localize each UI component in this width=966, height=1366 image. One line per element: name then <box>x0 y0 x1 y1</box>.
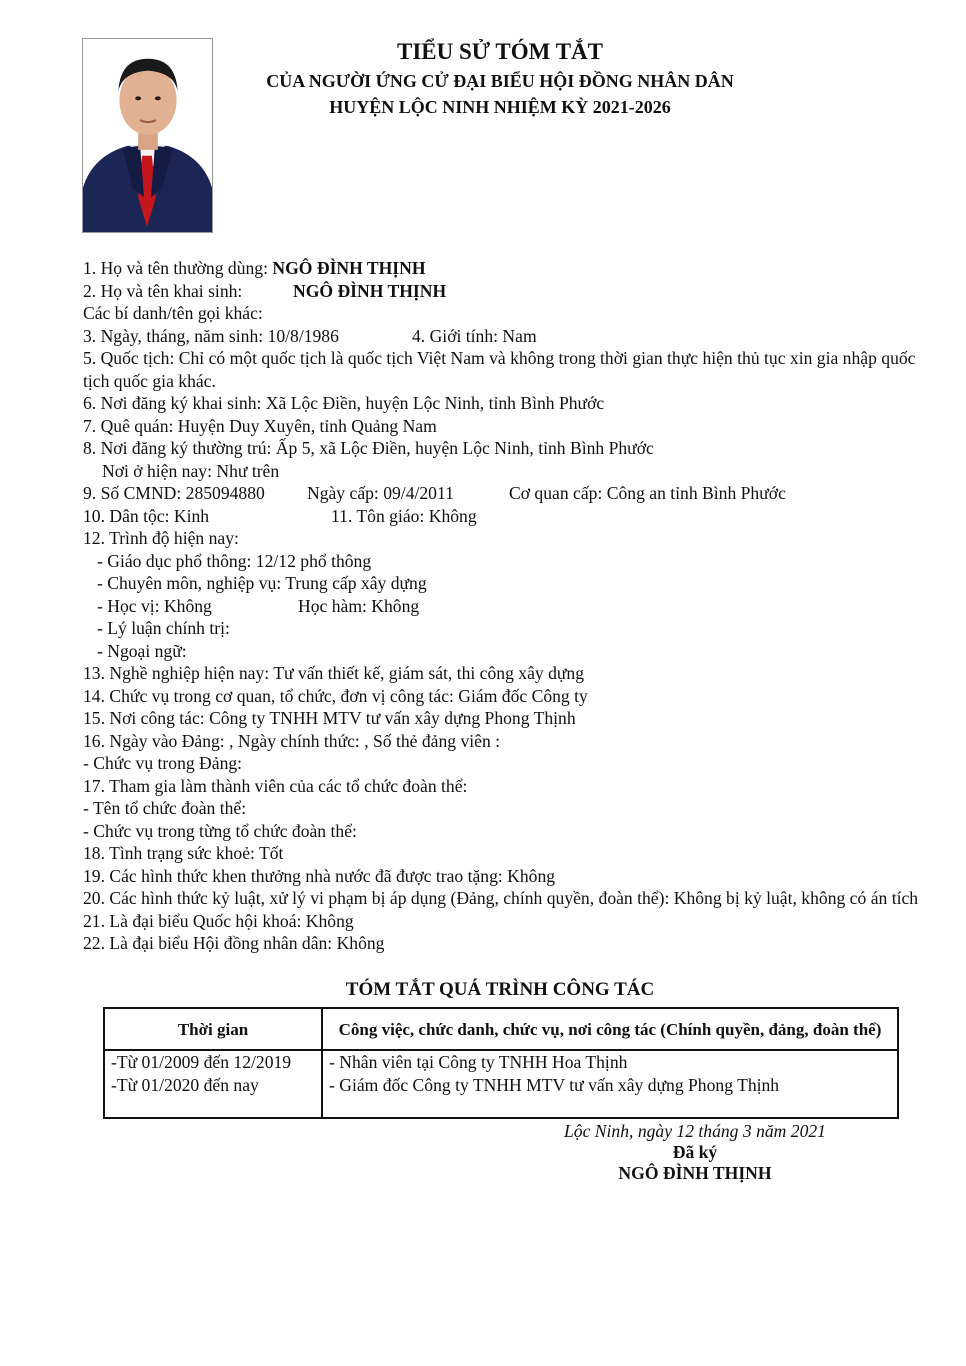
bio-line-8b: Nơi ở hiện nay: Như trên <box>102 460 280 481</box>
gender: 4. Giới tính: Nam <box>412 325 537 346</box>
ethnicity: 10. Dân tộc: Kinh <box>83 505 210 526</box>
bio-line-12d: - Lý luận chính trị: <box>97 618 230 638</box>
bio-line-1 <box>83 257 921 280</box>
bio-line-21: 21. Là đại biểu Quốc hội khoá: Không <box>83 910 354 931</box>
id-issuer: Cơ quan cấp: Công an tỉnh Bình Phước <box>509 483 786 503</box>
career-time: -Từ 01/2009 đến 12/2019 <box>111 1052 292 1072</box>
bio-line-8: 8. Nơi đăng ký thường trú: Ấp 5, xã Lộc Điền, huyện Lộc Ninh, tỉnh Bình Phước <box>83 438 654 458</box>
career-time: -Từ 01/2020 đến nay <box>111 1075 259 1095</box>
birth-name-value: NGÔ ĐÌNH THỊNH <box>293 280 447 301</box>
bio-line-12c <box>83 595 921 618</box>
table-row <box>104 1050 898 1118</box>
bio-line-10 <box>83 505 921 528</box>
bio-line-12: 12. Trình độ hiện nay: <box>83 528 239 548</box>
bio-line-6: 6. Nơi đăng ký khai sinh: Xã Lộc Điền, huyện Lộc Ninh, tỉnh Bình Phước <box>83 393 605 413</box>
career-job-cell <box>322 1050 898 1118</box>
bio-line-alias: Các bí danh/tên gọi khác: <box>83 303 263 323</box>
bio-line-16b: - Chức vụ trong Đảng: <box>83 753 243 773</box>
religion: 11. Tôn giáo: Không <box>331 505 477 526</box>
career-job: - Nhân viên tại Công ty TNHH Hoa Thịnh <box>329 1052 628 1072</box>
signer-name: NGÔ ĐÌNH THỊNH <box>618 1163 772 1183</box>
field-label: 2. Họ và tên khai sinh: <box>83 280 243 301</box>
career-time-cell <box>104 1050 322 1118</box>
portrait-image <box>83 39 212 232</box>
candidate-photo <box>82 38 213 233</box>
column-header-job: Công việc, chức danh, chức vụ, nơi công tác (Chính quyền, đảng, đoàn thể) <box>322 1008 898 1050</box>
bio-line-5: 5. Quốc tịch: Chỉ có một quốc tịch là quốc tịch Việt Nam và không trong thời gian thực hiện thủ tục xin gia nhập quốc tịch quốc gia khác. <box>83 348 916 391</box>
bio-line-17b: - Chức vụ trong từng tổ chức đoàn thể: <box>83 820 357 841</box>
document-title: TIỂU SỬ TÓM TẮT <box>397 39 603 64</box>
bio-line-16: 16. Ngày vào Đảng: , Ngày chính thức: , Số thẻ đảng viên : <box>83 730 501 751</box>
bio-line-12e: - Ngoại ngữ: <box>97 640 187 661</box>
bio-line-7: 7. Quê quán: Huyện Duy Xuyên, tỉnh Quảng Nam <box>83 415 437 436</box>
bio-line-17: 17. Tham gia làm thành viên của các tổ chức đoàn thể: <box>83 775 468 796</box>
degree: - Học vị: Không <box>97 595 212 616</box>
bio-line-9 <box>83 482 921 505</box>
field-label: 1. Họ và tên thường dùng: <box>83 258 273 278</box>
signature-status: Đã ký <box>672 1142 718 1162</box>
common-name-value: NGÔ ĐÌNH THỊNH <box>272 258 426 278</box>
bio-line-22: 22. Là đại biểu Hội đồng nhân dân: Không <box>83 933 385 953</box>
id-number: 9. Số CMND: 285094880 <box>83 483 265 503</box>
bio-line-18: 18. Tình trạng sức khoẻ: Tốt <box>83 843 284 863</box>
career-table <box>103 1007 899 1119</box>
birth-date: 3. Ngày, tháng, năm sinh: 10/8/1986 <box>83 325 339 346</box>
table-header-row <box>104 1008 898 1050</box>
id-issue-date: Ngày cấp: 09/4/2011 <box>307 483 454 503</box>
column-header-time: Thời gian <box>104 1008 322 1050</box>
career-section-title: TÓM TẮT QUÁ TRÌNH CÔNG TÁC <box>345 979 655 1000</box>
career-job: - Giám đốc Công ty TNHH MTV tư vấn xây dựng Phong Thịnh <box>329 1075 780 1095</box>
academic-title: Học hàm: Không <box>298 595 420 616</box>
bio-line-14: 14. Chức vụ trong cơ quan, tổ chức, đơn vị công tác: Giám đốc Công ty <box>83 685 588 706</box>
bio-line-17a: - Tên tổ chức đoàn thể: <box>83 798 247 818</box>
bio-line-13: 13. Nghề nghiệp hiện nay: Tư vấn thiết kế, giám sát, thi công xây dựng <box>83 663 585 683</box>
document-subtitle-2: HUYỆN LỘC NINH NHIỆM KỲ 2021-2026 <box>329 97 671 117</box>
bio-line-12a: - Giáo dục phổ thông: 12/12 phổ thông <box>97 550 372 571</box>
bio-line-19: 19. Các hình thức khen thưởng nhà nước đã được trao tặng: Không <box>83 865 556 886</box>
bio-line-3 <box>83 325 921 348</box>
document-subtitle-1: CỦA NGƯỜI ỨNG CỬ ĐẠI BIỂU HỘI ĐỒNG NHÂN DÂN <box>266 71 734 91</box>
biography-section <box>83 257 921 955</box>
bio-line-15: 15. Nơi công tác: Công ty TNHH MTV tư vấn xây dựng Phong Thịnh <box>83 708 576 728</box>
bio-line-12b: - Chuyên môn, nghiệp vụ: Trung cấp xây dựng <box>97 573 427 593</box>
bio-line-2 <box>83 280 921 303</box>
signature-date: Lộc Ninh, ngày 12 tháng 3 năm 2021 <box>564 1121 826 1141</box>
bio-line-20: 20. Các hình thức kỷ luật, xử lý vi phạm bị áp dụng (Đảng, chính quyền, đoàn thể): Không bị kỷ luật, không có án tích <box>83 888 919 908</box>
